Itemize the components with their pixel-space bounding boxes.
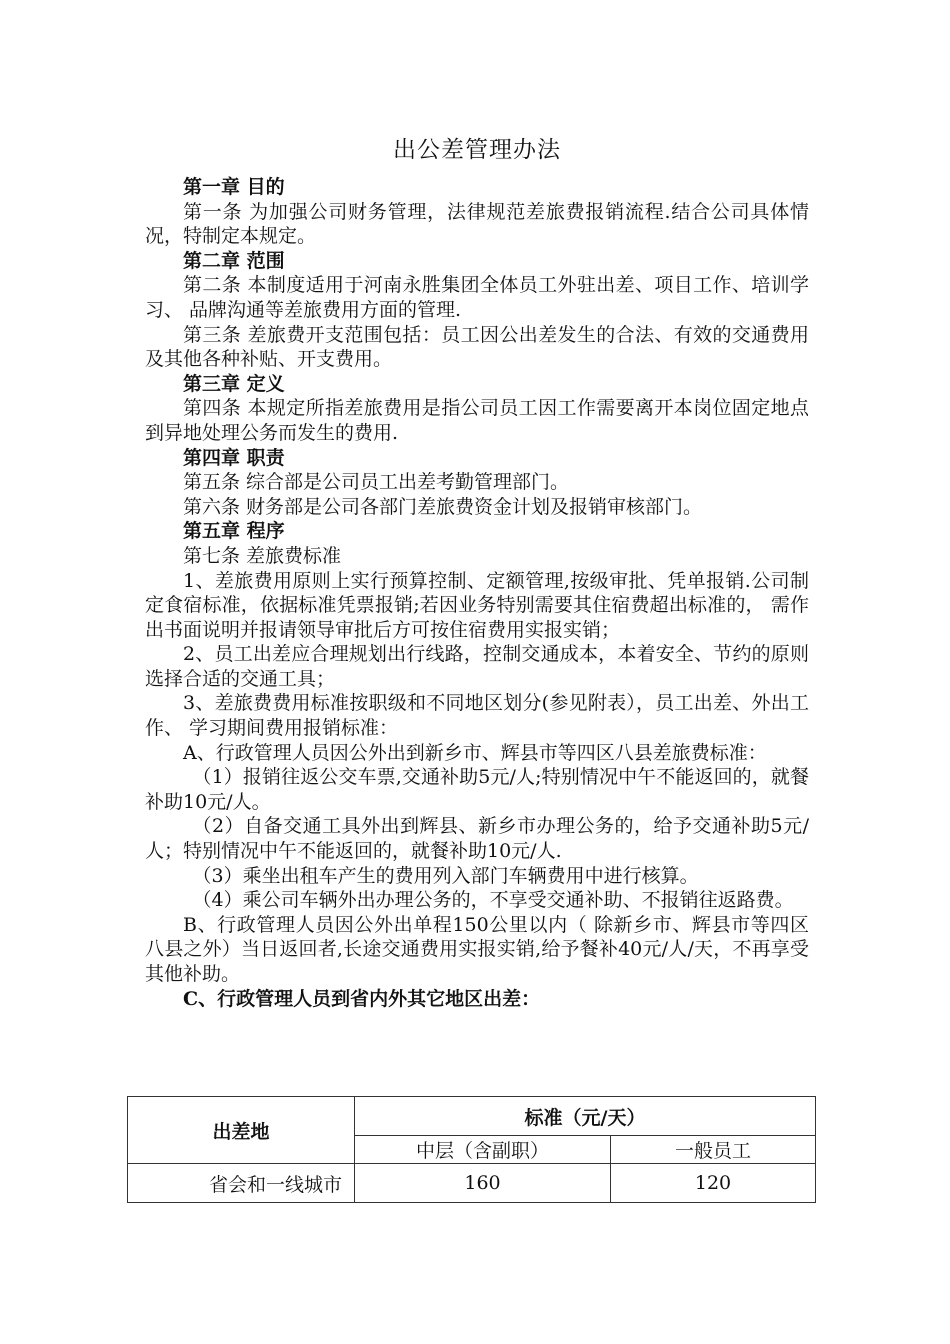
table-row	[128, 1164, 816, 1203]
article-paragraph: 第三条 差旅费开支范围包括：员工因公出差发生的合法、有效的交通费用及其他各种补贴、开支费用。	[145, 323, 809, 371]
cell-location: 省会和一线城市	[128, 1164, 355, 1203]
chapter-heading: 第三章 定义	[183, 372, 285, 395]
cell-general: 120	[611, 1164, 816, 1203]
article-paragraph: 第一条 为加强公司财务管理，法律规范差旅费报销流程.结合公司具体情况，特制定本规定。	[145, 200, 809, 248]
table-header-row	[128, 1097, 816, 1136]
chapter-heading: 第四章 职责	[183, 446, 285, 469]
document-title: 出公差管理办法	[393, 137, 561, 163]
article-paragraph: 第二条 本制度适用于河南永胜集团全体员工外驻出差、项目工作、培训学习、 品牌沟通等差旅费用方面的管理.	[145, 274, 809, 321]
header-mid-level: 中层（含副职）	[355, 1136, 611, 1164]
chapter-heading: 第二章 范围	[183, 249, 285, 272]
article-paragraph: 第四条 本规定所指差旅费用是指公司员工因工作需要离开本岗位固定地点到异地处理公务而发生的费用.	[145, 397, 809, 444]
article-paragraph: 第五条 综合部是公司员工出差考勤管理部门。	[183, 471, 570, 494]
cell-mid: 160	[355, 1164, 611, 1203]
chapter-heading: 第一章 目的	[183, 176, 285, 198]
header-standard: 标准（元/天）	[355, 1097, 816, 1136]
document-body	[145, 175, 809, 1011]
document-page	[145, 133, 809, 1011]
travel-standard-table	[127, 1096, 816, 1203]
rule-paragraph: 1、差旅费用原则上实行预算控制、定额管理,按级审批、凭单报销.公司制定食宿标准，依据标准凭票报销;若因业务特别需要其住宿费超出标准的， 需作出书面说明并报请领导审批后方可按住宿费用实报实销；	[145, 569, 809, 641]
chapter-heading: 第五章 程序	[183, 520, 285, 543]
section-heading: C、行政管理人员到省内外其它地区出差：	[183, 987, 541, 1010]
rule-paragraph: B、行政管理人员因公外出单程150公里以内（ 除新乡市、辉县市等四区八县之外）当日返回者,长途交通费用实报实销,给予餐补40元/人/天，不再享受其他补助。	[145, 913, 809, 985]
rule-paragraph: 2、员工出差应合理规划出行线路，控制交通成本，本着安全、节约的原则选择合适的交通工具；	[145, 643, 809, 690]
sub-rule-paragraph: （4）乘公司车辆外出办理公务的，不享受交通补助、不报销往返路费。	[192, 889, 794, 912]
rule-paragraph: A、行政管理人员因公外出到新乡市、辉县市等四区八县差旅费标准：	[183, 741, 767, 764]
sub-rule-paragraph: （2）自备交通工具外出到辉县、新乡市办理公务的，给予交通补助5元/人；特别情况中午不能返回的，就餐补助10元/人.	[145, 815, 809, 863]
sub-rule-paragraph: （1）报销往返公交车票,交通补助5元/人;特别情况中午不能返回的，就餐补助10元/人。	[145, 766, 809, 813]
article-paragraph: 第七条 差旅费标准	[183, 544, 342, 567]
sub-rule-paragraph: （3）乘坐出租车产生的费用列入部门车辆费用中进行核算。	[192, 864, 699, 887]
rule-paragraph: 3、差旅费费用标准按职级和不同地区划分(参见附表），员工出差、外出工作、 学习期间费用报销标准：	[145, 692, 809, 740]
header-general-staff: 一般员工	[611, 1136, 816, 1164]
header-location: 出差地	[128, 1097, 355, 1164]
article-paragraph: 第六条 财务部是公司各部门差旅费资金计划及报销审核部门。	[183, 495, 703, 518]
